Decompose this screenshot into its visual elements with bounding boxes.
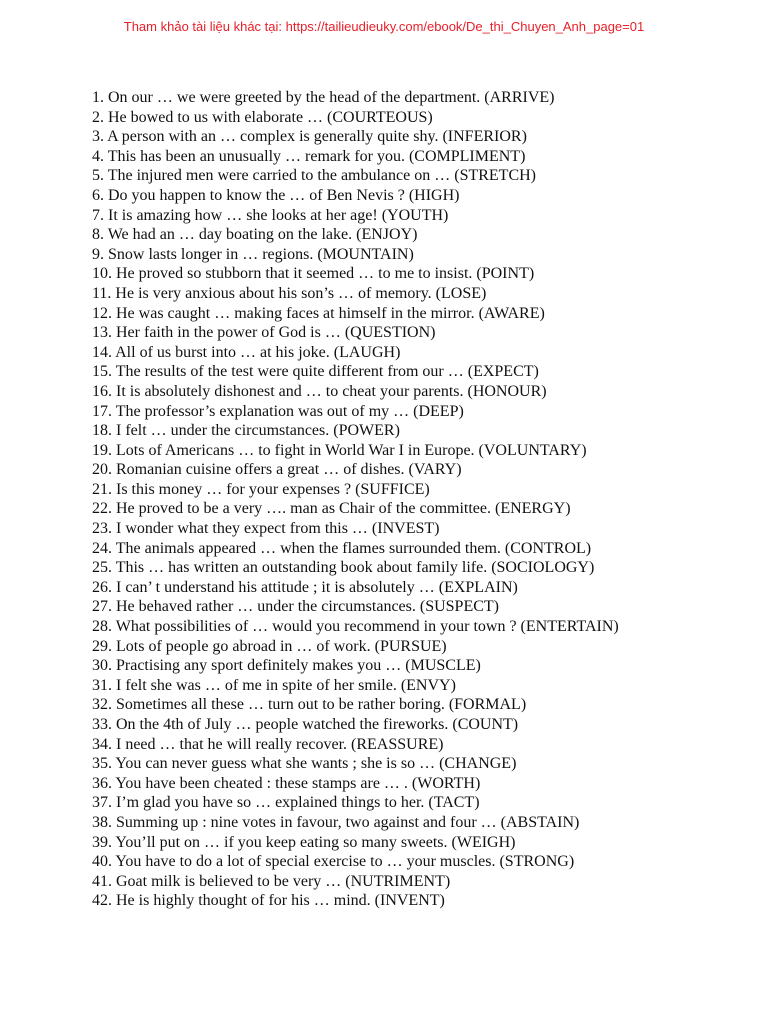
reference-link[interactable]: Tham khảo tài liệu khác tại: https://tailieudieuky.com/ebook/De_thi_Chuyen_Anh_page=01 [123, 19, 645, 34]
exercise-item: 15. The results of the test were quite different from our … (EXPECT) [92, 363, 539, 381]
exercise-item: 27. He behaved rather … under the circumstances. (SUSPECT) [92, 598, 499, 616]
exercise-item: 34. I need … that he will really recover. (REASSURE) [92, 735, 444, 753]
exercise-item: 24. The animals appeared … when the flames surrounded them. (CONTROL) [92, 539, 592, 557]
exercise-item: 35. You can never guess what she wants ; she is so … (CHANGE) [92, 755, 517, 773]
exercise-item: 14. All of us burst into … at his joke. (LAUGH) [92, 343, 401, 361]
exercise-item: 5. The injured men were carried to the ambulance on … (STRETCH) [92, 167, 537, 185]
exercise-item: 8. We had an … day boating on the lake. (ENJOY) [92, 226, 418, 244]
exercise-item: 36. You have been cheated : these stamps are … . (WORTH) [92, 774, 481, 792]
exercise-item: 30. Practising any sport definitely makes you … (MUSCLE) [92, 657, 481, 675]
exercise-item: 1. On our … we were greeted by the head of the department. (ARRIVE) [92, 89, 555, 106]
exercise-item: 20. Romanian cuisine offers a great … of dishes. (VARY) [92, 461, 462, 479]
exercise-item: 22. He proved to be a very …. man as Chair of the committee. (ENERGY) [92, 500, 571, 518]
exercise-item: 19. Lots of Americans … to fight in World War I in Europe. (VOLUNTARY) [92, 441, 587, 459]
exercise-item: 2. He bowed to us with elaborate … (COURTEOUS) [92, 108, 433, 126]
exercise-item: 25. This … has written an outstanding book about family life. (SOCIOLOGY) [92, 559, 595, 577]
exercise-item: 23. I wonder what they expect from this … (INVEST) [92, 520, 440, 538]
exercise-item: 31. I felt she was … of me in spite of her smile. (ENVY) [92, 676, 456, 694]
exercise-item: 33. On the 4th of July … people watched the fireworks. (COUNT) [92, 716, 519, 733]
exercise-item: 17. The professor’s explanation was out of my … (DEEP) [92, 402, 464, 420]
exercise-item: 11. He is very anxious about his son’s … of memory. (LOSE) [92, 284, 487, 302]
exercise-item: 26. I can’ t understand his attitude ; it is absolutely … (EXPLAIN) [92, 578, 518, 596]
exercise-item: 6. Do you happen to know the … of Ben Nevis ? (HIGH) [92, 186, 460, 204]
exercise-item: 3. A person with an … complex is generally quite shy. (INFERIOR) [92, 128, 527, 146]
exercise-item: 42. He is highly thought of for his … mind. (INVENT) [92, 892, 445, 910]
exercise-item: 16. It is absolutely dishonest and … to cheat your parents. (HONOUR) [92, 382, 547, 400]
exercise-item: 21. Is this money … for your expenses ? (SUFFICE) [92, 480, 430, 498]
exercise-item: 40. You have to do a lot of special exercise to … your muscles. (STRONG) [92, 853, 575, 871]
exercise-item: 41. Goat milk is believed to be very … (NUTRIMENT) [92, 872, 451, 890]
exercise-item: 4. This has been an unusually … remark for you. (COMPLIMENT) [92, 147, 526, 165]
exercise-item: 7. It is amazing how … she looks at her age! (YOUTH) [92, 206, 449, 224]
exercise-item: 18. I felt … under the circumstances. (POWER) [92, 422, 400, 440]
exercise-list [92, 88, 712, 911]
exercise-item: 37. I’m glad you have so … explained things to her. (TACT) [92, 794, 480, 812]
exercise-item: 9. Snow lasts longer in … regions. (MOUNTAIN) [92, 245, 414, 263]
exercise-item: 32. Sometimes all these … turn out to be rather boring. (FORMAL) [92, 696, 527, 714]
exercise-item: 28. What possibilities of … would you recommend in your town ? (ENTERTAIN) [92, 618, 619, 636]
exercise-item: 12. He was caught … making faces at himself in the mirror. (AWARE) [92, 304, 545, 322]
exercise-item: 13. Her faith in the power of God is … (QUESTION) [92, 324, 436, 342]
exercise-item: 39. You’ll put on … if you keep eating so many sweets. (WEIGH) [92, 833, 516, 851]
exercise-item: 10. He proved so stubborn that it seemed … to me to insist. (POINT) [92, 265, 535, 283]
exercise-item: 38. Summing up : nine votes in favour, two against and four … (ABSTAIN) [92, 813, 580, 831]
exercise-item: 29. Lots of people go abroad in … of work. (PURSUE) [92, 637, 447, 655]
